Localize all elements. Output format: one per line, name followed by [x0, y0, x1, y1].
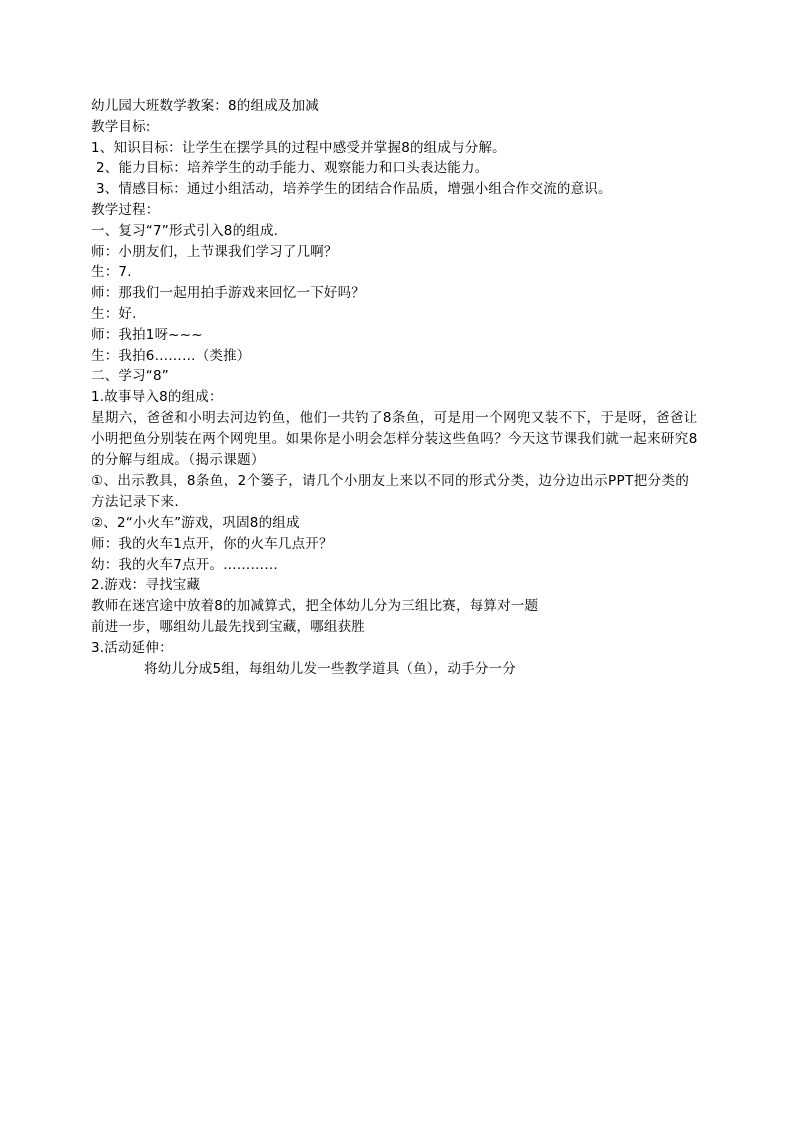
dialog-line: 生：7.	[91, 264, 132, 281]
goal-3: 3、情感目标：通过小组活动，培养学生的团结合作品质，增强小组合作交流的意识。	[96, 181, 612, 198]
document-title: 幼儿园大班数学教案：8的组成及加减	[91, 98, 319, 114]
subsection-2-heading: 2.游戏：寻找宝藏	[91, 577, 201, 594]
dialog-line: 生：好.	[91, 305, 137, 322]
dialog-line: 幼：我的火车7点开。…………	[91, 556, 278, 573]
dialog-line: 师：我的火车1点开，你的火车几点开？	[91, 535, 333, 552]
game-line-2: 前进一步，哪组幼儿最先找到宝藏，哪组获胜	[91, 618, 365, 635]
step-1-paragraph: ①、出示教具，8条鱼，2个篓子，请几个小朋友上来以不同的形式分类，边分边出示PPT把分类的方法记录下来.	[91, 472, 690, 510]
goal-1: 1、知识目标：让学生在摆学具的过程中感受并掌握8的组成与分解。	[91, 139, 506, 156]
story-paragraph: 星期六，爸爸和小明去河边钓鱼，他们一共钓了8条鱼，可是用一个网兜又装不下，于是呀，爸爸让小明把鱼分别装在两个网兜里。如果你是小明会怎样分装这些鱼吗？今天这节课我们就一起来研究8的分解与组成。（揭示课题）	[91, 409, 698, 468]
process-heading: 教学过程：	[91, 201, 160, 218]
dialog-line: 生：我拍6………（类推）	[91, 347, 251, 364]
document-body	[91, 96, 703, 679]
subsection-1-heading: 1.故事导入8的组成：	[91, 389, 223, 406]
goals-heading: 教学目标:	[91, 118, 151, 135]
goal-2: 2、能力目标：培养学生的动手能力、观察能力和口头表达能力。	[96, 160, 489, 177]
subsection-3-heading: 3.活动延伸：	[91, 639, 173, 656]
dialog-line: 师：小朋友们，上节课我们学习了几啊？	[91, 243, 338, 260]
extension-line: 将幼儿分成5组，每组幼儿发一些教学道具（鱼），动手分一分	[144, 660, 516, 677]
game-line-1: 教师在迷宫途中放着8的加减算式，把全体幼儿分为三组比赛，每算对一题	[91, 598, 539, 615]
step-2-line: ②、2“小火车”游戏，巩固8的组成	[91, 514, 300, 531]
section-1-heading: 一、复习“7”形式引入8的组成.	[91, 222, 279, 239]
dialog-line: 师：我拍1呀~~~	[91, 326, 203, 343]
dialog-line: 师：那我们一起用拍手游戏来回忆一下好吗？	[91, 285, 365, 302]
section-2-heading: 二、学习“8”	[91, 368, 169, 385]
